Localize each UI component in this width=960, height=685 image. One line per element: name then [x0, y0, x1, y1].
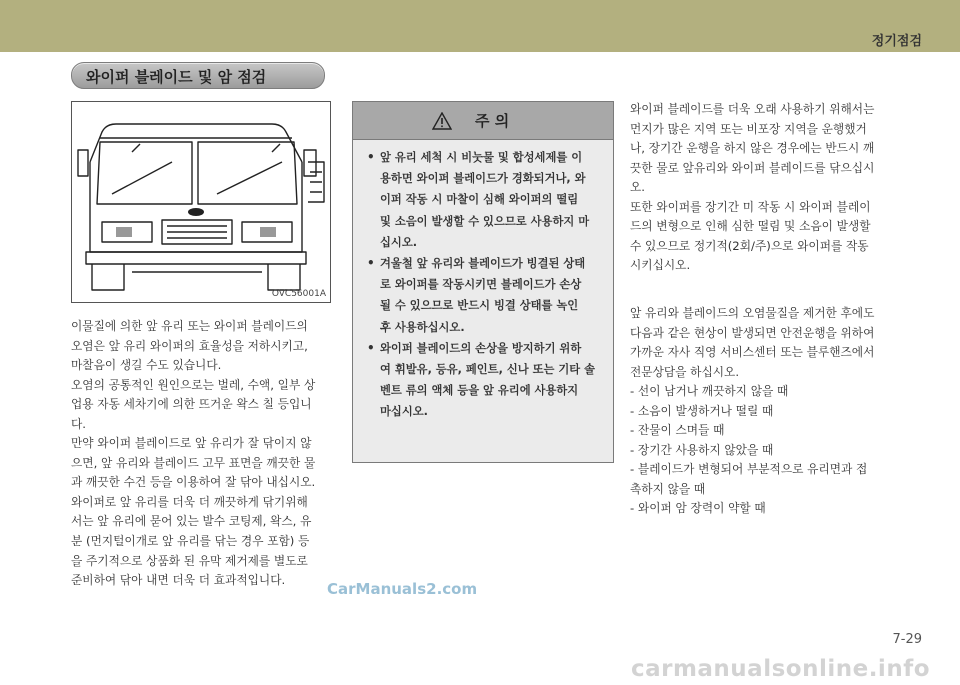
text-line: 나, 장기간 운행을 하지 않은 경우에는 반드시 깨 — [630, 141, 875, 156]
caution-item — [353, 253, 613, 274]
text-line: 업용 자동 세차기에 의한 뜨거운 왁스 칠 등입니 — [71, 397, 312, 412]
caution-list — [353, 147, 613, 422]
caution-title: 주 의 — [475, 112, 510, 130]
warning-triangle-icon — [432, 112, 452, 130]
bullet-icon: • — [367, 340, 375, 355]
symptom-item: - 소음이 발생하거나 떨릴 때 — [630, 403, 774, 418]
caution-line: 및 소음이 발생할 수 있으므로 사용하지 마 — [380, 214, 590, 228]
text-line: 또한 와이퍼를 장기간 미 작동 시 와이퍼 블레이 — [630, 199, 871, 214]
text-line: 가까운 자사 직영 서비스센터 또는 블루핸즈에서 — [630, 345, 875, 360]
caution-line-row — [353, 189, 613, 210]
text-line: 분 (먼지털이개로 앞 유리를 닦는 경우 포함) 등 — [71, 534, 310, 549]
text-line: 준비하여 닦아 내면 더욱 더 효과적입니다. — [71, 573, 286, 588]
bullet-icon: • — [367, 150, 375, 164]
caution-line-row — [353, 317, 613, 338]
text-line: 수 있으므로 정기적(2회/주)으로 와이퍼를 작동 — [630, 238, 869, 253]
truck-figure — [71, 101, 331, 303]
caution-line: 와이퍼 블레이드의 손상을 방지하기 위하 — [380, 341, 582, 355]
caution-line: 될 수 있으므로 반드시 빙결 상태를 녹인 — [380, 299, 579, 313]
symptom-item: - 잔물이 스며들 때 — [630, 423, 725, 438]
right-body-text-1 — [630, 100, 874, 276]
text-line: 이물질에 의한 앞 유리 또는 와이퍼 블레이드의 — [71, 319, 308, 333]
chapter-title: 정기점검 — [871, 34, 922, 49]
caution-line: 용하면 와이퍼 블레이드가 경화되거나, 와 — [380, 172, 586, 186]
caution-line-row — [353, 359, 613, 380]
left-body-text — [71, 317, 315, 591]
symptom-item: - 와이퍼 암 장력이 약할 때 — [630, 501, 766, 516]
caution-line: 마십시오. — [380, 405, 428, 419]
text-line: 과 깨끗한 수건 등을 이용하여 잘 닦아 내십시오. — [71, 475, 316, 490]
text-line: 으면, 앞 유리와 블레이드 고무 표면을 깨끗한 물 — [71, 455, 316, 470]
caution-line: 벤트 류의 액체 등을 앞 유리에 사용하지 — [380, 384, 579, 398]
header-band — [0, 0, 960, 52]
text-line: 드의 변형으로 인해 심한 떨림 및 소음이 발생할 — [630, 219, 871, 234]
text-line: 끗한 물로 앞유리와 와이퍼 블레이드를 닦으십시 — [630, 160, 875, 175]
text-line: 다음과 같은 현상이 발생되면 안전운행을 위하여 — [630, 325, 875, 340]
caution-line-row — [353, 211, 613, 232]
caution-line: 이퍼 작동 시 마찰이 심해 와이퍼의 떨림 — [380, 193, 579, 207]
symptom-item: - 선이 남거나 깨끗하지 않을 때 — [630, 384, 789, 399]
symptom-item: - 장기간 사용하지 않았을 때 — [630, 442, 774, 457]
right-body-text-2 — [630, 304, 874, 519]
section-title-pill — [71, 62, 325, 89]
caution-line-row — [353, 274, 613, 295]
caution-line: 로 와이퍼를 작동시키면 블레이드가 손상 — [380, 278, 582, 292]
caution-item — [353, 147, 613, 168]
watermark-link[interactable]: CarManuals2.com — [327, 580, 478, 598]
caution-box — [352, 101, 614, 463]
text-line: 만약 와이퍼 블레이드로 앞 유리가 잘 닦이지 않 — [71, 436, 312, 451]
text-line: 오염의 공통적인 원인으로는 벌레, 수액, 일부 상 — [71, 377, 316, 392]
caution-line: 앞 유리 세척 시 비눗물 및 합성세제를 이 — [380, 151, 583, 164]
section-title: 와이퍼 블레이드 및 암 점검 — [86, 68, 267, 86]
bullet-icon: • — [367, 255, 375, 270]
text-line: 와이퍼 블레이드를 더욱 오래 사용하기 위해서는 — [630, 102, 875, 116]
figure-code: OVC56001A — [271, 289, 326, 299]
caution-header — [353, 102, 613, 140]
watermark-footer: carmanualsonline.info — [630, 656, 930, 682]
caution-item — [353, 338, 613, 359]
text-line: 오염은 앞 유리 와이퍼의 효율성을 저하시키고, — [71, 338, 308, 353]
caution-line: 여 휘발유, 등유, 페인트, 신나 또는 기타 솔 — [380, 362, 596, 376]
symptom-item: 촉하지 않을 때 — [630, 481, 706, 496]
text-line: 앞 유리와 블레이드의 오염물질을 제거한 후에도 — [630, 306, 875, 320]
truck-front-illustration — [72, 102, 330, 302]
text-line: 먼지가 많은 지역 또는 비포장 지역을 운행했거 — [630, 121, 867, 136]
caution-line: 겨울철 앞 유리와 블레이드가 빙결된 상태 — [380, 256, 586, 270]
text-line: 마찰음이 생길 수도 있습니다. — [71, 358, 222, 373]
page-number: 7-29 — [892, 632, 922, 647]
text-line: 오. — [630, 180, 646, 195]
caution-line-row — [353, 232, 613, 253]
text-line: 을 주기적으로 상품화 된 유막 제거제를 별도로 — [71, 553, 308, 568]
text-line: 전문상담을 하십시오. — [630, 364, 740, 379]
symptom-item: - 블레이드가 변형되어 부분적으로 유리면과 접 — [630, 462, 868, 477]
caution-line: 후 사용하십시오. — [380, 320, 465, 334]
caution-line: 십시오. — [380, 235, 418, 249]
caution-line-row — [353, 295, 613, 316]
caution-line-row — [353, 401, 613, 422]
caution-line-row — [353, 168, 613, 189]
caution-line-row — [353, 380, 613, 401]
text-line: 시키십시오. — [630, 258, 691, 273]
text-line: 서는 앞 유리에 묻어 있는 발수 코팅제, 왁스, 유 — [71, 514, 312, 529]
text-line: 와이퍼로 앞 유리를 더욱 더 깨끗하게 닦기위해 — [71, 494, 308, 509]
text-line: 다. — [71, 416, 87, 431]
